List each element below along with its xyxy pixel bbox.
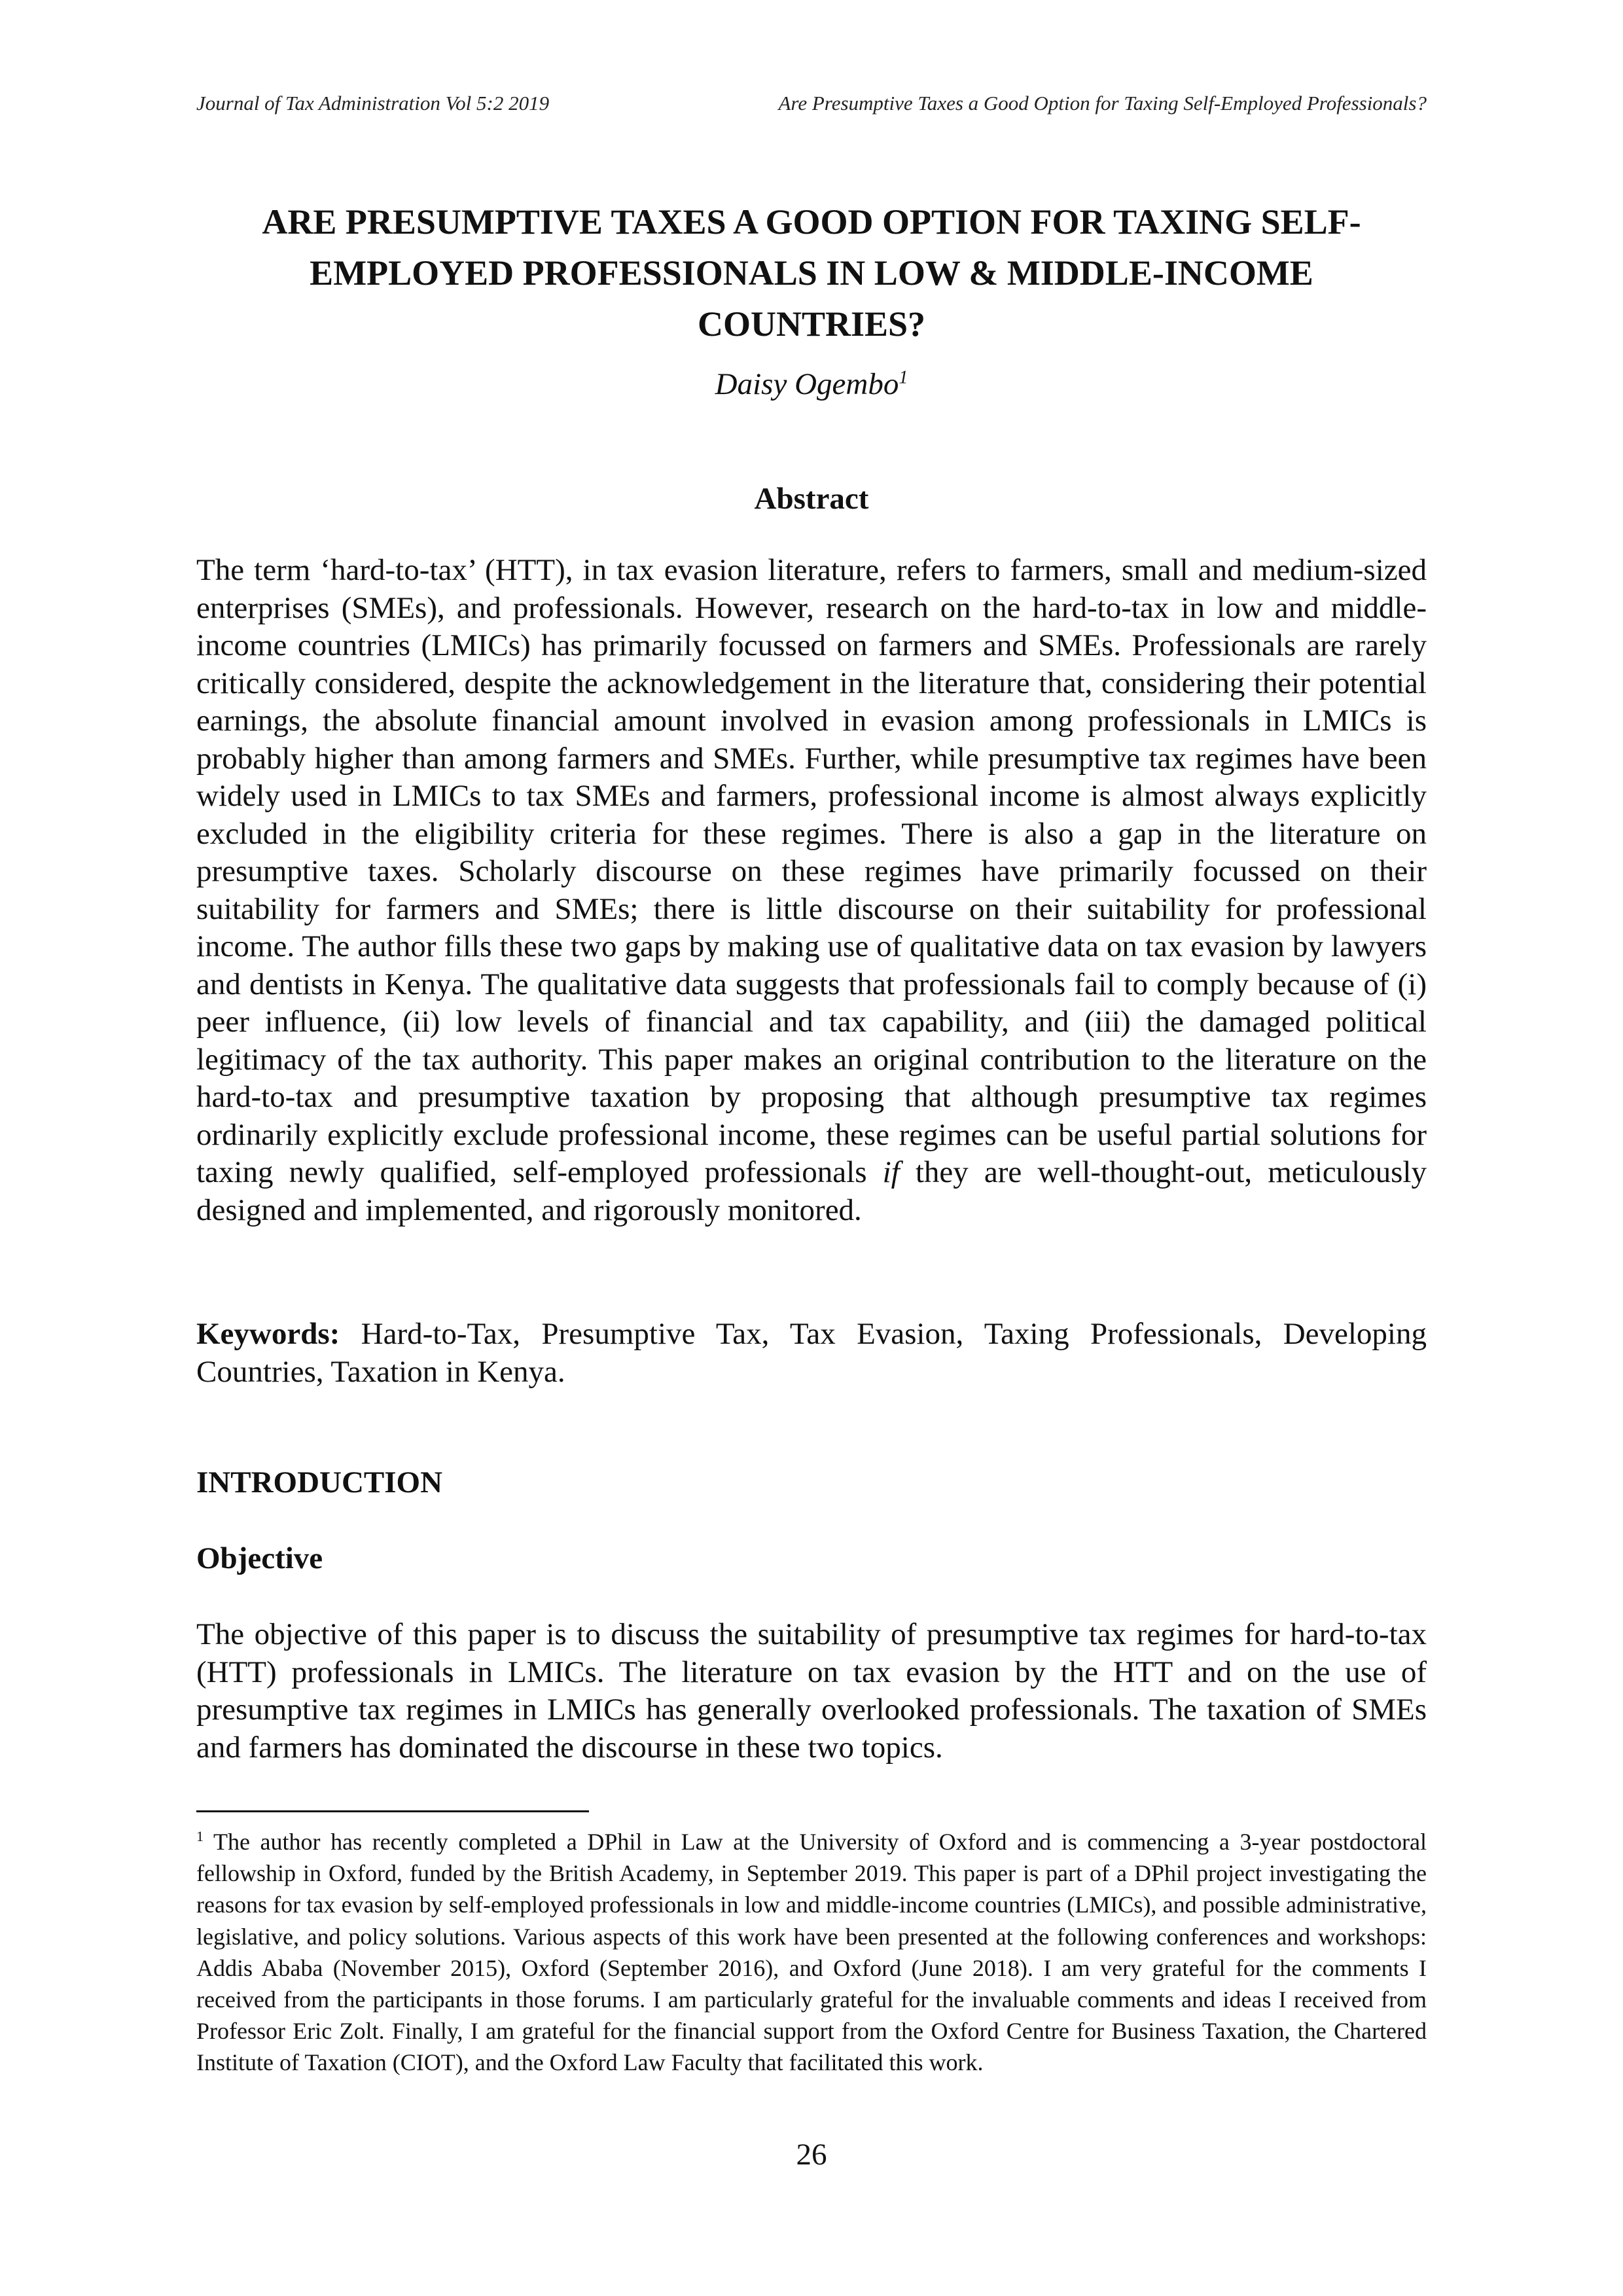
footnote-text: The author has recently completed a DPhil in Law at the University of Oxford and is commencing a 3-year postdoctoral fellowship in Oxford, funded by the British Academy, in September 2019. This paper is part of a DPhil project investigating the reasons for tax evasion by self-employed professionals in low and middle-income countries (LMICs), and possible administrative, legislative, and policy solutions. Various aspects of this work have been presented at the following conferences and workshops: Addis Ababa (November 2015), Oxford (September 2016), and Oxford (June 2018). I am very grateful for the comments I received from the participants in those forums. I am particularly grateful for the invaluable comments and ideas I received from Professor Eric Zolt. Finally, I am grateful for the financial support from the Oxford Centre for Business Taxation, the Chartered Institute of Taxation (CIOT), and the Oxford Law Faculty that facilitated this work.	[196, 1829, 1427, 2076]
author-line	[196, 367, 1427, 402]
author-footnote-marker: 1	[899, 367, 908, 388]
page-number: 26	[796, 2138, 827, 2172]
header-article-title: Are Presumptive Taxes a Good Option for Taxing Self-Employed Professionals?	[778, 92, 1427, 115]
objective-heading: Objective	[196, 1541, 323, 1575]
footnote	[196, 1826, 1427, 2079]
abstract-paragraph	[196, 552, 1427, 1229]
keywords-label: Keywords:	[196, 1317, 340, 1351]
keywords-text: Hard-to-Tax, Presumptive Tax, Tax Evasion, Taxing Professionals, Developing Countries, Taxation in Kenya.	[196, 1317, 1427, 1389]
footnote-marker: 1	[196, 1828, 204, 1844]
abstract-heading: Abstract	[754, 482, 869, 516]
author-name: Daisy Ogembo	[715, 367, 899, 401]
footnote-divider	[196, 1810, 589, 1812]
objective-paragraph: The objective of this paper is to discuss the suitability of presumptive tax regimes for hard-to-tax (HTT) professionals in LMICs. The literature on tax evasion by the HTT and on the use of presumptive tax regimes in LMICs has generally overlooked professionals. The taxation of SMEs and farmers has dominated the discourse in these two topics.	[196, 1617, 1427, 1765]
running-header	[196, 92, 1427, 115]
abstract-text-part-2: they are well-thought-out, meticulously designed and implemented, and rigorously monitored.	[196, 1155, 1427, 1227]
abstract-emphasis: if	[882, 1155, 900, 1189]
introduction-heading: INTRODUCTION	[196, 1465, 443, 1499]
keywords-paragraph	[196, 1316, 1427, 1391]
header-journal-name: Journal of Tax Administration Vol 5:2 2019	[196, 92, 550, 115]
article-title: ARE PRESUMPTIVE TAXES A GOOD OPTION FOR TAXING SELF-EMPLOYED PROFESSIONALS IN LOW & MIDDLE-INCOME COUNTRIES?	[262, 202, 1361, 344]
abstract-text-part-1: The term ‘hard-to-tax’ (HTT), in tax evasion literature, refers to farmers, small and medium-sized enterprises (SMEs), and professionals. However, research on the hard-to-tax in low and middle-income countries (LMICs) has primarily focussed on farmers and SMEs. Professionals are rarely critically considered, despite the acknowledgement in the literature that, considering their potential earnings, the absolute financial amount involved in evasion among professionals in LMICs is probably higher than among farmers and SMEs. Further, while presumptive tax regimes have been widely used in LMICs to tax SMEs and farmers, professional income is almost always explicitly excluded in the eligibility criteria for these regimes. There is also a gap in the literature on presumptive taxes. Scholarly discourse on these regimes have primarily focussed on their suitability for farmers and SMEs; there is little discourse on their suitability for professional income. The author fills these two gaps by making use of qualitative data on tax evasion by lawyers and dentists in Kenya. The qualitative data suggests that professionals fail to comply because of (i) peer influence, (ii) low levels of financial and tax capability, and (iii) the damaged political legitimacy of the tax authority. This paper makes an original contribution to the literature on the hard-to-tax and presumptive taxation by proposing that although presumptive tax regimes ordinarily explicitly exclude professional income, these regimes can be useful partial solutions for taxing newly qualified, self-employed professionals	[196, 553, 1427, 1189]
